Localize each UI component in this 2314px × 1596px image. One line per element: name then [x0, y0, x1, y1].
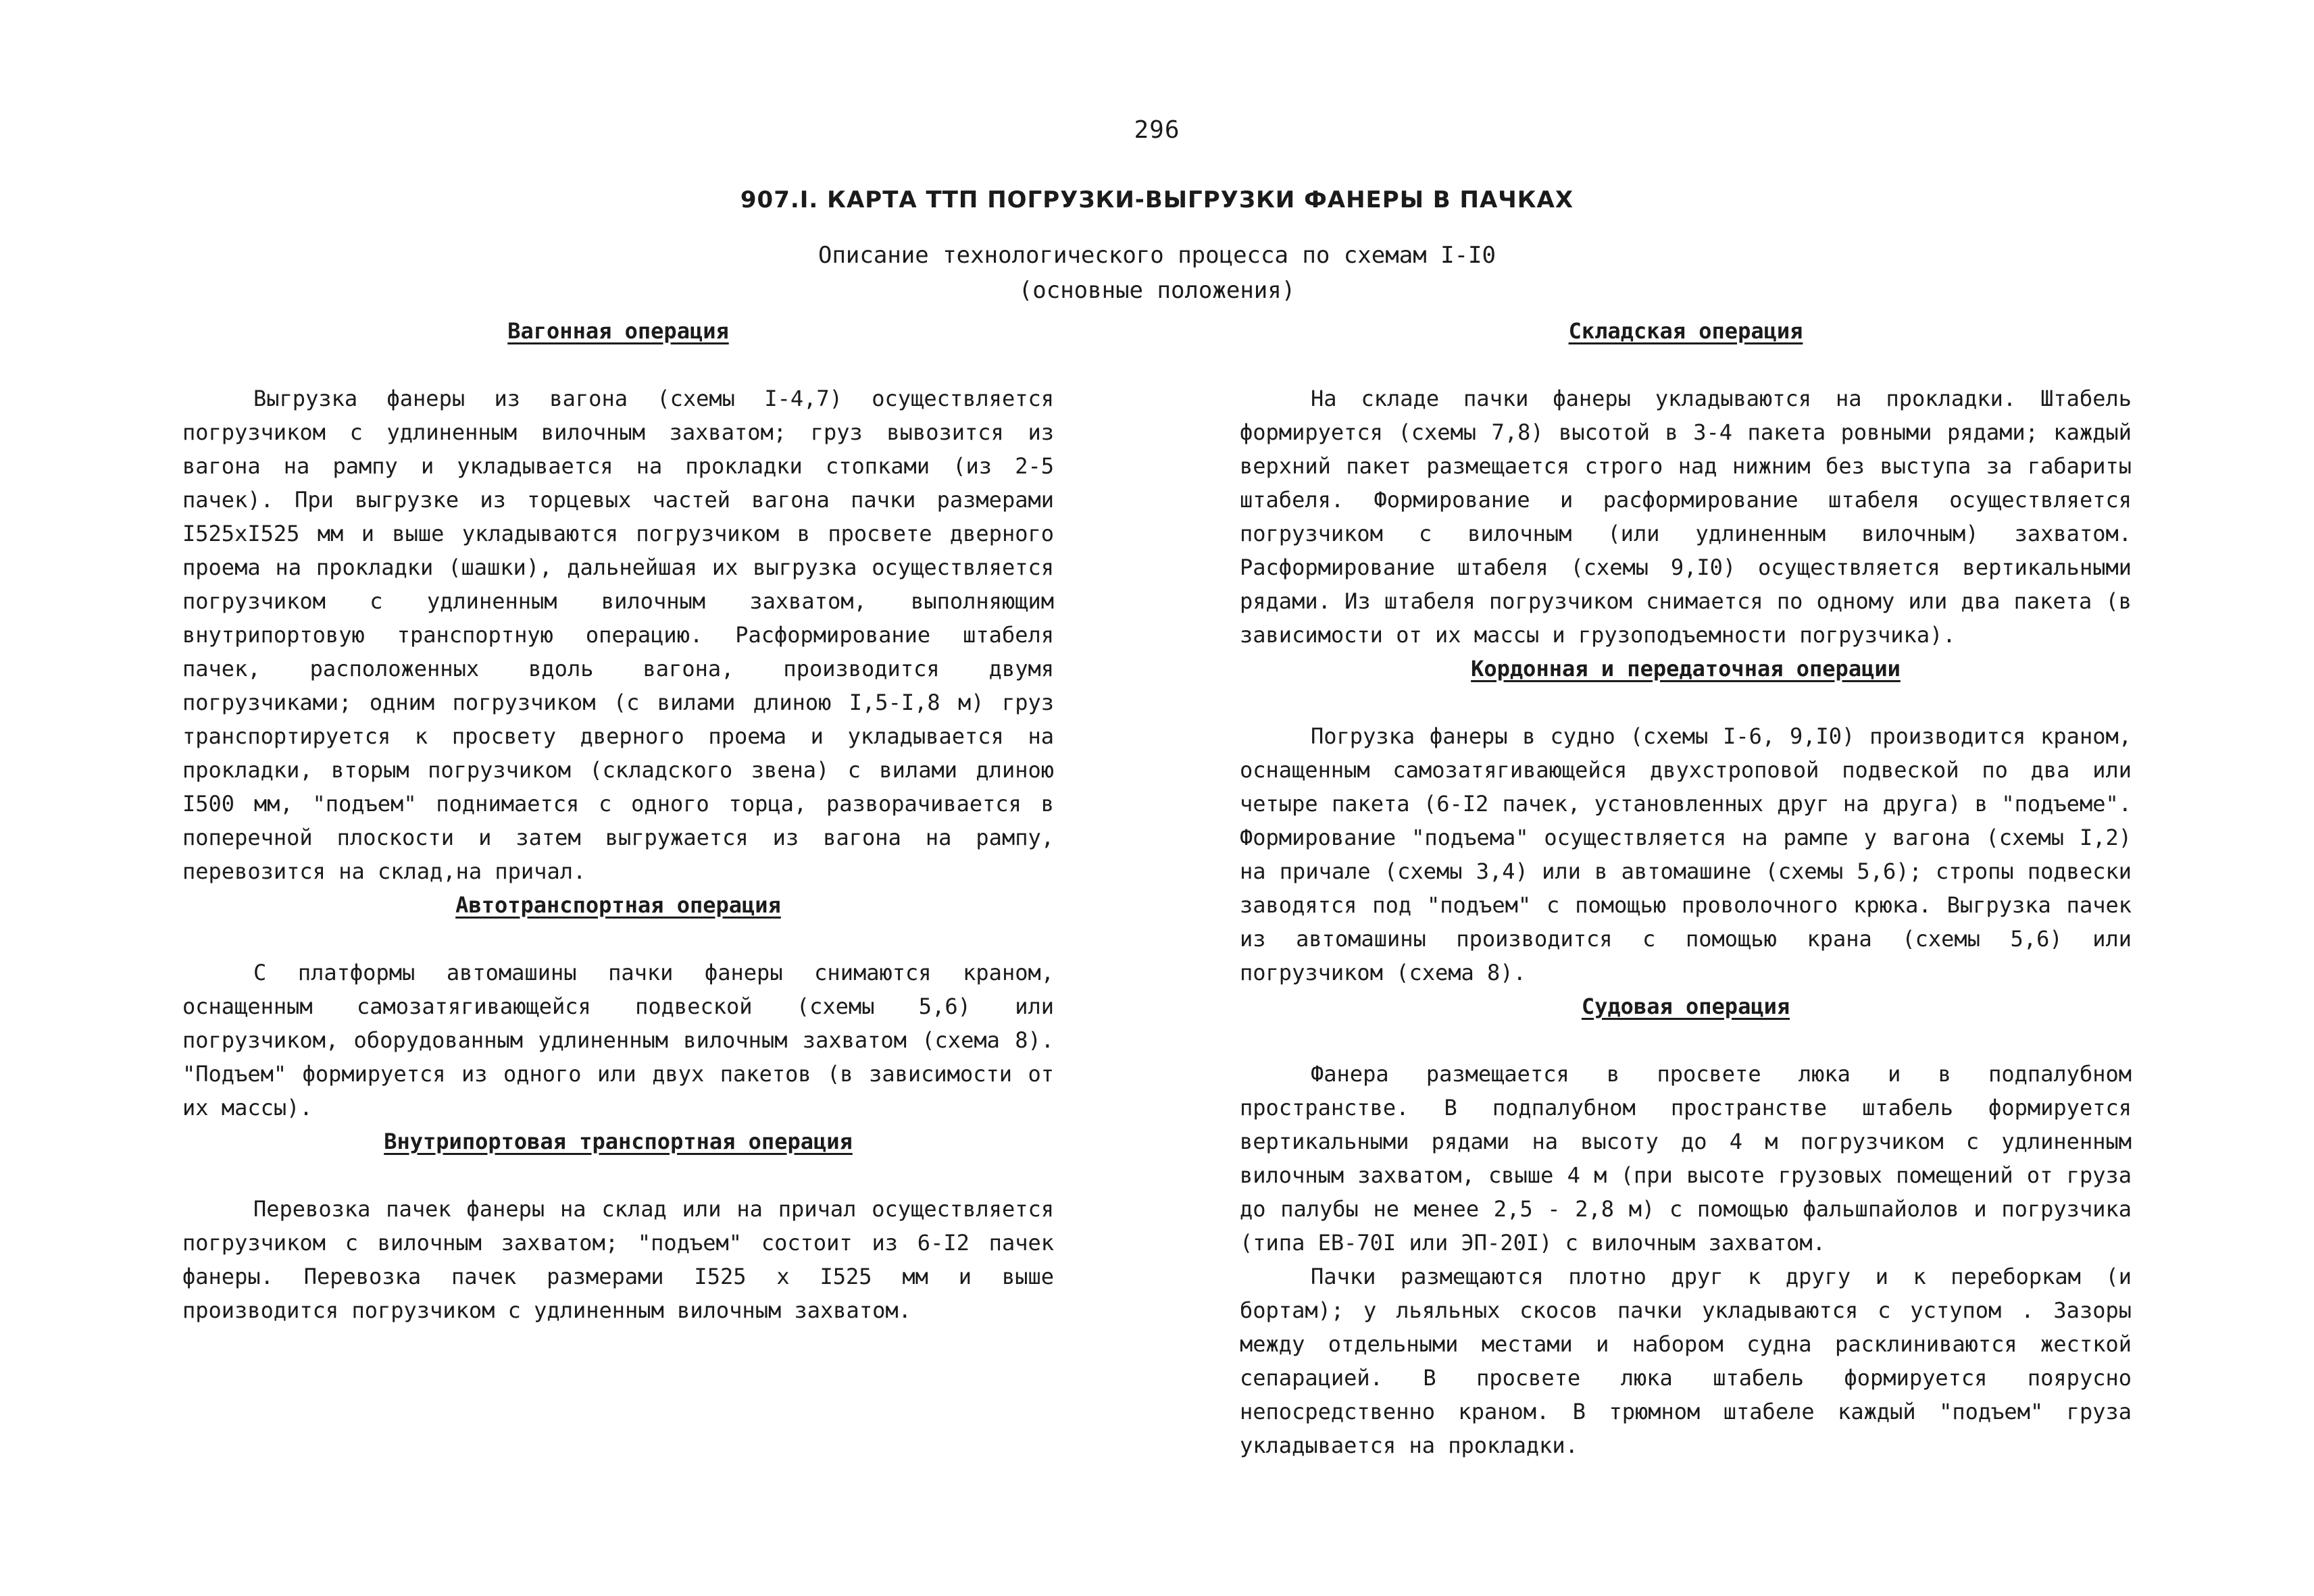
subtitle-line-2: (основные положения) — [1018, 277, 1296, 304]
section-text-warehouse: На складе пачки фанеры укладываются на прокладки. Штабель формируется (схемы 7,8) высотой в 3-4 пакета ровными рядами; каждый верхний пакет размещается строго над нижним без выступа за габариты штабеля. Формирование и расформирование штабеля осуществляется погрузчиком с вилочным (или удлиненным вилочным) захватом. Расформирование штабеля (схемы 9,I0) осуществляется вертикальными рядами. Из штабеля погрузчиком снимается по одному или два пакета (в зависимости от их массы и грузоподъемности погрузчика). — [1240, 386, 2132, 648]
section-heading-auto: Автотранспортная операция — [455, 892, 781, 918]
subtitle-line-1: Описание технологического процесса по схемам I-I0 — [818, 242, 1496, 269]
section-heading-ship: Судовая операция — [1581, 994, 1790, 1019]
section-text-wagon: Выгрузка фанеры из вагона (схемы I-4,7) осуществляется погрузчиком с удлиненным вилочным захватом; груз вывозится из вагона на рампу и укладывается на прокладки стопками (из 2-5 пачек). При выгрузке из торцевых частей вагона пачки размерами I525xI525 мм и выше укладываются погрузчиком в просвете дверного проема на прокладки (шашки), дальнейшая их выгрузка осуществляется погрузчиком с удлиненным вилочным захватом, выполняющим внутрипортовую транспортную операцию. Расформирование штабеля пачек, расположенных вдоль вагона, производится двумя погрузчиками; одним погрузчиком (с вилами длиною I,5-I,8 м) груз транспортируется к просвету дверного проема и укладывается на прокладки, вторым погрузчиком (складского звена) с вилами длиною I500 мм, "подъем" поднимается с одного торца, разворачивается в поперечной плоскости и затем выгружается из вагона на рампу, перевозится на склад,на причал. — [182, 386, 1054, 884]
section-heading-wagon: Вагонная операция — [507, 318, 729, 344]
left-column — [182, 314, 1054, 1327]
section-text-cordon: Погрузка фанеры в судно (схемы I-6, 9,I0) производится краном, оснащенным самозатягивающейся двухстроповой подвеской по два или четыре пакета (6-I2 пачек, установленных друг на друга) в "подъеме". Формирование "подъема" осуществляется на рампе у вагона (схемы I,2) на причале (схемы 3,4) или в автомашине (схемы 5,6); стропы подвески заводятся под "подъем" с помощью проволочного крюка. Выгрузка пачек из автомашины производится с помощью крана (схемы 5,6) или погрузчиком (схема 8). — [1240, 723, 2132, 985]
section-text-intraport: Перевозка пачек фанеры на склад или на причал осуществляется погрузчиком с вилочным захватом; "подъем" состоит из 6-I2 пачек фанеры. Перевозка пачек размерами I525 x I525 мм и выше производится погрузчиком с удлиненным вилочным захватом. — [182, 1196, 1054, 1323]
section-text-ship-2: Пачки размещаются плотно друг к другу и к переборкам (и бортам); у льяльных скосов пачки укладываются с уступом . Зазоры между отдельными местами и набором судна расклиниваются жесткой сепарацией. В просвете люка штабель формируется поярусно непосредственно краном. В трюмном штабеле каждый "подъем" груза укладывается на прокладки. — [1240, 1264, 2132, 1458]
page-number: 296 — [1134, 116, 1180, 144]
section-text-auto: С платформы автомашины пачки фанеры снимаются краном, оснащенным самозатягивающейся подвеской (схемы 5,6) или погрузчиком, оборудованным удлиненным вилочным захватом (схема 8). "Подъем" формируется из одного или двух пакетов (в зависимости от их массы). — [182, 960, 1054, 1121]
section-heading-intraport: Внутрипортовая транспортная операция — [384, 1129, 853, 1154]
section-heading-cordon: Кордонная и передаточная операции — [1471, 656, 1901, 681]
right-column — [1240, 314, 2132, 1462]
document-subtitle — [0, 238, 2314, 308]
section-heading-warehouse: Складская операция — [1568, 318, 1803, 344]
section-text-ship: Фанера размещается в просвете люка и в подпалубном пространстве. В подпалубном пространстве штабель формируется вертикальными рядами на высоту до 4 м погрузчиком с удлиненным вилочным захватом, свыше 4 м (при высоте грузовых помещений от груза до палубы не менее 2,5 - 2,8 м) с помощью фальшпайолов и погрузчика (типа ЕВ-70I или ЭП-20I) с вилочным захватом. — [1240, 1061, 2132, 1256]
document-title: 907.I. КАРТА ТТП ПОГРУЗКИ-ВЫГРУЗКИ ФАНЕРЫ В ПАЧКАХ — [740, 186, 1574, 213]
